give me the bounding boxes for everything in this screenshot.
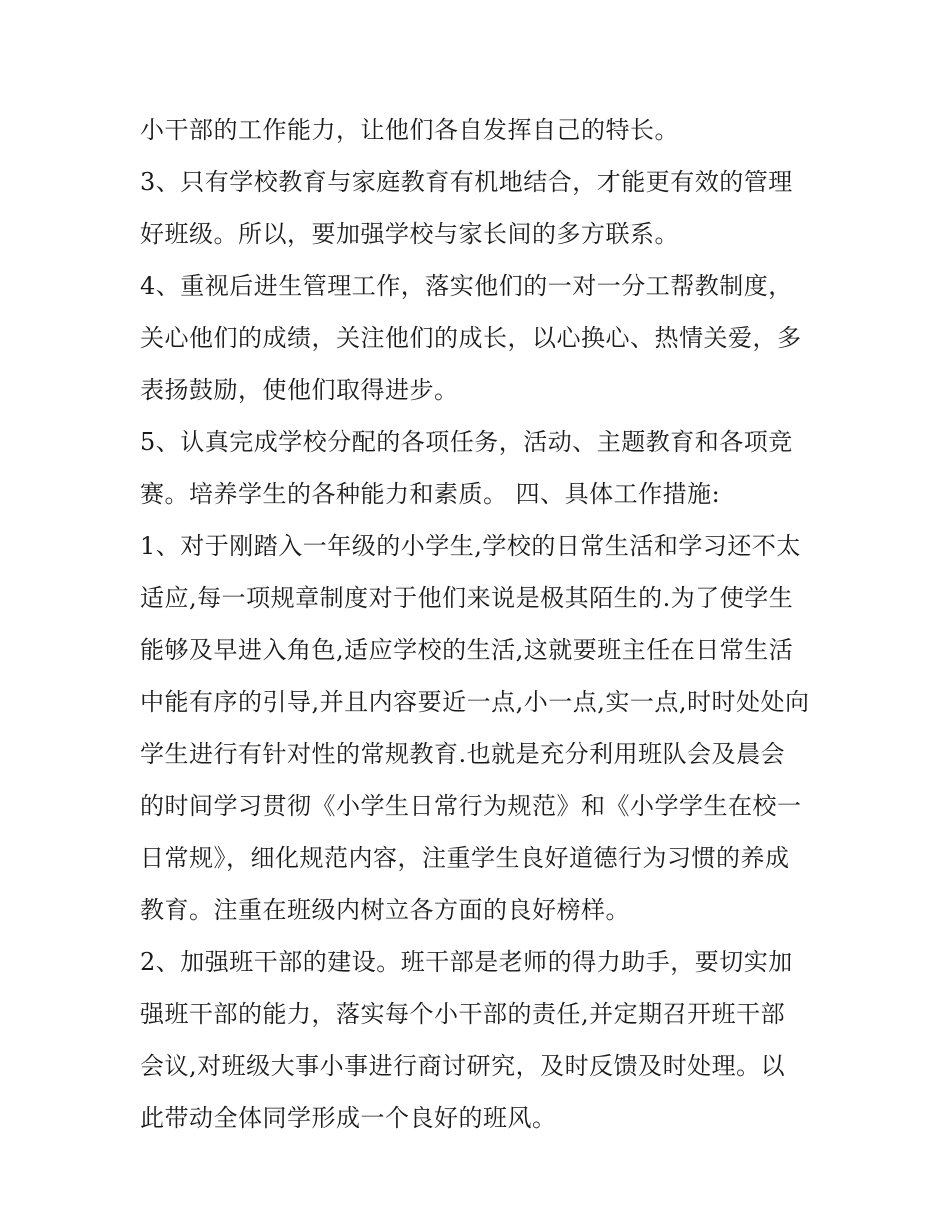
text-line: 中能有序的引导,并且内容要近一点,小一点,实一点,时时处处向 (140, 688, 810, 716)
text-line: 表扬鼓励，使他们取得进步。 (140, 376, 459, 404)
text-line: 日常规》，细化规范内容，注重学生良好道德行为习惯的养成 (140, 844, 790, 872)
text-line: 强班干部的能力，落实每个小干部的责任,并定期召开班干部 (140, 1000, 786, 1028)
text-line: 的时间学习贯彻《小学生日常行为规范》和《小学学生在校一 (140, 792, 802, 820)
text-line: 小干部的工作能力，让他们各自发挥自己的特长。 (140, 116, 679, 144)
text-line: 2、加强班干部的建设。班干部是老师的得力助手，要切实加 (140, 948, 793, 976)
text-line: 能够及早进入角色,适应学校的生活,这就要班主任在日常生活 (140, 636, 794, 664)
text-line: 会议,对班级大事小事进行商讨研究，及时反馈及时处理。以 (140, 1052, 786, 1080)
text-line: 5、认真完成学校分配的各项任务，活动、主题教育和各项竞 (140, 428, 793, 456)
text-line: 赛。培养学生的各种能力和素质。 四、具体工作措施: (140, 480, 721, 508)
text-line: 好班级。所以，要加强学校与家长间的多方联系。 (140, 220, 679, 248)
text-line: 4、重视后进生管理工作，落实他们的一对一分工帮教制度， (140, 272, 793, 300)
text-line: 适应,每一项规章制度对于他们来说是极其陌生的.为了使学生 (140, 584, 794, 612)
text-line: 1、对于刚踏入一年级的小学生,学校的日常生活和学习还不太 (140, 532, 801, 560)
text-line: 关心他们的成绩，关注他们的成长，以心换心、热情关爱，多 (140, 324, 802, 352)
text-line: 3、只有学校教育与家庭教育有机地结合，才能更有效的管理 (140, 168, 793, 196)
document-body (140, 104, 830, 1144)
text-line: 教育。注重在班级内树立各方面的良好榜样。 (140, 896, 630, 924)
text-line: 此带动全体同学形成一个良好的班风。 (140, 1104, 557, 1132)
text-line: 学生进行有针对性的常规教育.也就是充分利用班队会及晨会 (140, 740, 786, 768)
